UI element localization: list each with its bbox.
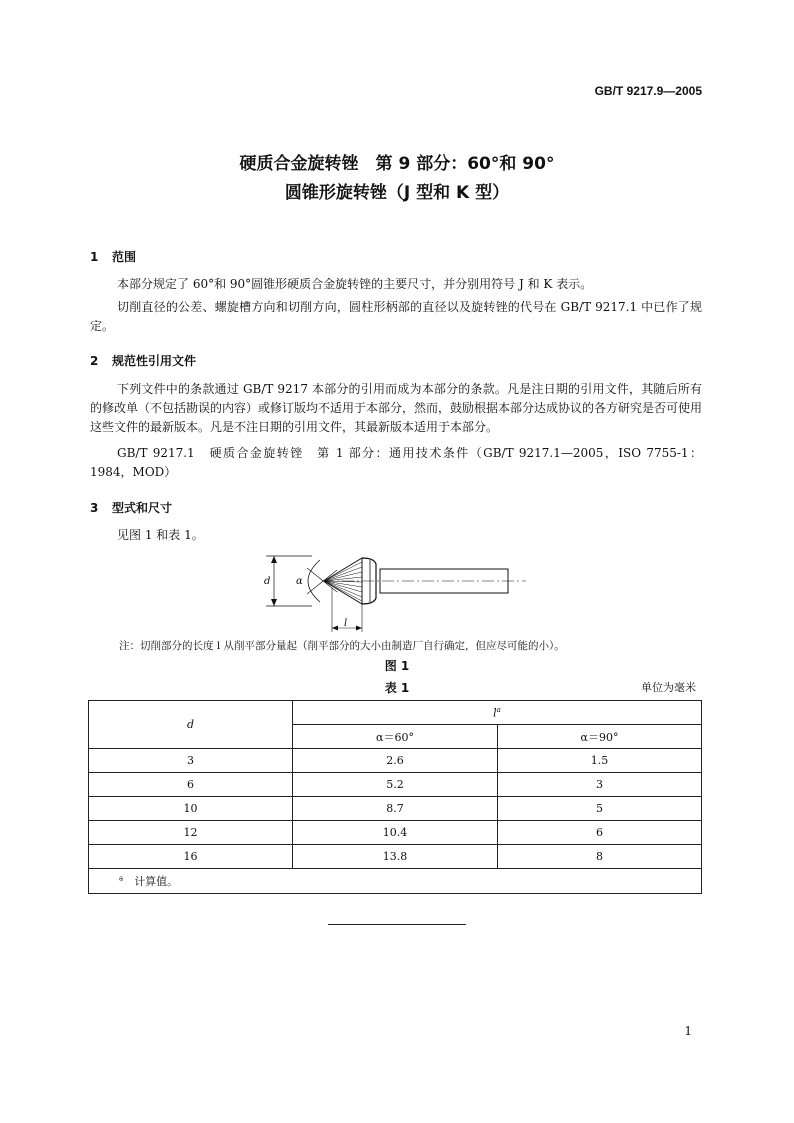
- cell-d: 12: [89, 821, 293, 845]
- cell-l60: 2.6: [293, 749, 498, 773]
- length-label: l: [344, 618, 348, 629]
- header-l-text: l: [493, 706, 497, 720]
- header-l-footnote-mark: a: [496, 705, 501, 714]
- standard-number: GB/T 9217.9—2005: [594, 84, 702, 98]
- cell-l60: 5.2: [293, 773, 498, 797]
- section-3-paragraph-1: 见图 1 和表 1。: [117, 528, 204, 542]
- header-alpha-60: α＝60°: [293, 725, 498, 749]
- figure-caption: 图 1: [384, 659, 410, 673]
- section-2-paragraph-2: GB/T 9217.1 硬质合金旋转锉 第 1 部分：通用技术条件（GB/T 9217.1—2005，ISO 7755-1：1984，MOD）: [90, 446, 702, 479]
- title-line-2: 圆锥形旋转锉（J 型和 K 型）: [284, 183, 510, 203]
- figure-note: 注：切削部分的长度 l 从削平部分量起（削平部分的大小由制造厂自行确定，但应尽可能的小）。: [119, 640, 565, 652]
- section-number: 1: [90, 250, 99, 264]
- document-title: [0, 150, 794, 208]
- table-row: [89, 749, 702, 773]
- dimension-table: [88, 700, 702, 894]
- angle-label: α: [296, 576, 303, 587]
- cell-l90: 3: [498, 773, 702, 797]
- section-2-heading: [90, 352, 196, 369]
- cell-l60: 13.8: [293, 845, 498, 869]
- section-3-heading: [90, 499, 172, 516]
- cell-l90: 8: [498, 845, 702, 869]
- section-number: 3: [90, 501, 99, 515]
- cell-l90: 1.5: [498, 749, 702, 773]
- cell-d: 3: [89, 749, 293, 773]
- section-1-paragraph-2: 切削直径的公差、螺旋槽方向和切削方向，圆柱形柄部的直径以及旋转锉的代号在 GB/T 9217.1 中已作了规定。: [90, 300, 702, 333]
- header-d: d: [89, 701, 293, 749]
- page-number: 1: [684, 1024, 692, 1038]
- footnote-text: 计算值。: [134, 875, 179, 888]
- footnote-mark: a: [119, 874, 124, 883]
- table-row: [89, 845, 702, 869]
- cell-l90: 6: [498, 821, 702, 845]
- table-caption: 表 1: [384, 681, 410, 695]
- header-alpha-90: α＝90°: [498, 725, 702, 749]
- section-1-paragraph-1: 本部分规定了 60°和 90°圆锥形硬质合金旋转锉的主要尺寸，并分别用符号 J 和 K 表示。: [117, 277, 593, 291]
- section-title: 规范性引用文件: [112, 354, 197, 368]
- section-number: 2: [90, 354, 99, 368]
- cell-d: 6: [89, 773, 293, 797]
- header-l: [293, 701, 702, 725]
- section-title: 型式和尺寸: [112, 501, 173, 515]
- diameter-label: d: [264, 576, 271, 587]
- section-1-heading: [90, 248, 136, 265]
- cell-d: 16: [89, 845, 293, 869]
- cell-d: 10: [89, 797, 293, 821]
- table-row: [89, 773, 702, 797]
- cell-l90: 5: [498, 797, 702, 821]
- burr-drawing: [262, 548, 532, 638]
- cell-l60: 8.7: [293, 797, 498, 821]
- title-line-1: 硬质合金旋转锉 第 9 部分：60°和 90°: [239, 154, 555, 174]
- cell-l60: 10.4: [293, 821, 498, 845]
- section-2-paragraph-1: 下列文件中的条款通过 GB/T 9217 本部分的引用而成为本部分的条款。凡是注日期的引用文件，其随后所有的修改单（不包括勘误的内容）或修订版均不适用于本部分，然而，鼓励根据本部分达成协议的各方研究是否可使用这些文件的最新版本。凡是不注日期的引用文件，其最新版本适用于本部分。: [90, 382, 703, 434]
- end-rule: [328, 924, 466, 925]
- table-row: [89, 797, 702, 821]
- table-footnote: [89, 869, 702, 894]
- table-row: [89, 821, 702, 845]
- table-unit: 单位为毫米: [641, 681, 696, 694]
- section-title: 范围: [112, 250, 137, 264]
